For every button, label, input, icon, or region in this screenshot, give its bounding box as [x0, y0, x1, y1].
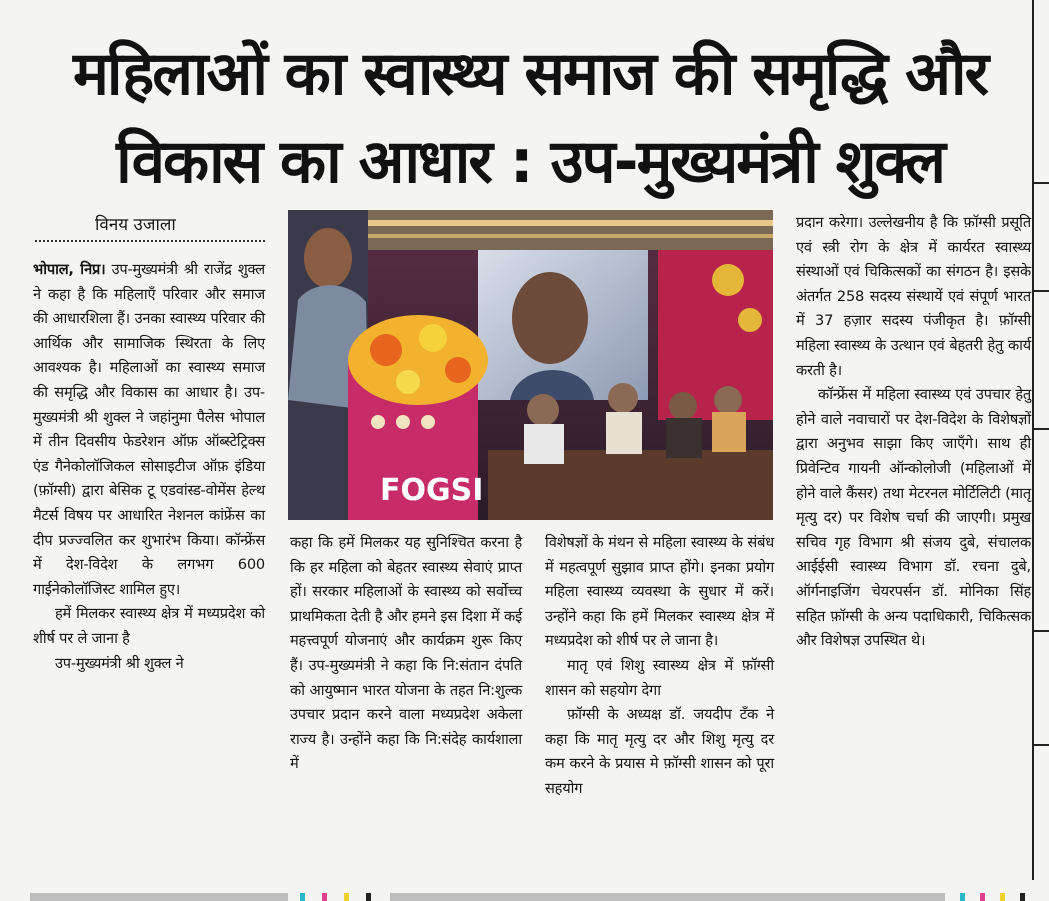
event-photo-illustration	[288, 210, 773, 520]
event-photo	[288, 210, 773, 520]
bottom-border	[390, 893, 945, 901]
subheading: मातृ एवं शिशु स्वास्थ्य क्षेत्र में फ़ॉग्सी शासन को सहयोग देगा	[545, 656, 774, 699]
color-register-mark	[366, 893, 371, 901]
edge-tick	[1034, 428, 1049, 430]
dateline: भोपाल, निप्र।	[33, 261, 106, 278]
color-register-mark	[344, 893, 349, 901]
article-column-2	[290, 531, 522, 777]
paragraph: विशेषज्ञों के मंथन से महिला स्वास्थ्य के संबंध में महत्वपूर्ण सुझाव प्राप्त होंगे। इनका प्रयोग महिला स्वास्थ्य व्यवस्था के सुधार में करें। उन्होंने कहा कि हमें मिलकर स्वास्थ्य क्षेत्र में मध्यप्रदेश को शीर्ष पर ले जाना है।	[545, 534, 774, 650]
paragraph: कहा कि हमें मिलकर यह सुनिश्चित करना है कि हर महिला को बेहतर स्वास्थ्य सेवाएं प्राप्त हों। सरकार महिलाओं के स्वास्थ्य को सर्वोच्च प्राथमिकता देती है और हमने इस दिशा में कई महत्त्वपूर्ण योजनाएं और कार्यक्रम शुरू किए हैं। उप-मुख्यमंत्री ने कहा कि नि:संतान दंपति को आयुष्मान भारत योजना के तहत नि:शुल्क उपचार प्रदान करने वाला मध्यप्रदेश अकेला राज्य है। उन्होंने कहा कि नि:संदेह कार्यशाला में	[290, 534, 522, 773]
color-register-mark	[960, 893, 965, 901]
paragraph: फ़ॉग्सी के अध्यक्ष डॉ. जयदीप टँक ने कहा कि मातृ मृत्यु दर और शिशु मृत्यु दर कम करने के प्रयास मे फ़ॉग्सी शासन को पूरा सहयोग	[545, 706, 774, 797]
subheading: हमें मिलकर स्वास्थ्य क्षेत्र में मध्यप्रदेश को शीर्ष पर ले जाना है	[33, 605, 265, 647]
article-column-4	[796, 211, 1031, 654]
color-register-mark	[1000, 893, 1005, 901]
color-register-mark	[980, 893, 985, 901]
color-register-mark	[300, 893, 305, 901]
article-column-3	[545, 531, 774, 802]
edge-tick	[1034, 290, 1049, 292]
paragraph: प्रदान करेगा। उल्लेखनीय है कि फ़ॉग्सी प्रसूति एवं स्त्री रोग के क्षेत्र में कार्यरत स्वास्थ्य संस्थाओं एवं चिकित्सकों का संगठन है। इसके अंतर्गत 258 सदस्य संस्थायें एवं संपूर्ण भारत में 37 हज़ार सदस्य पंजीकृत है। फ़ॉग्सी महिला स्वास्थ्य के उत्थान एवं बेहतरी हेतु कार्य करती है।	[796, 214, 1031, 379]
edge-tick	[1034, 182, 1049, 184]
edge-tick	[1034, 744, 1049, 746]
color-register-mark	[1020, 893, 1025, 901]
page-edge-rule	[1032, 0, 1034, 880]
headline-line-1: महिलाओं का स्वास्थ्य समाज की समृद्धि और	[72, 39, 988, 109]
edge-tick	[1034, 630, 1049, 632]
podium-text: FOGSI	[380, 473, 484, 508]
paragraph: कॉन्फ्रेंस में महिला स्वास्थ्य एवं उपचार हेतु होने वाले नवाचारों पर देश-विदेश के विशेषज्ञों द्वारा अनुभव साझा किए जाएँगे। साथ ही प्रिवेन्टिव गायनी ऑन्कोलोजी (महिलाओं में होने वाले कैंसर) तथा मेटरनल मोर्टिलिटी (मातृ मृत्यु दर) पर विशेष चर्चा की जाएगी। प्रमुख सचिव गृह विभाग श्री संजय दुबे, संचालक आईईसी स्वास्थ्य विभाग डॉ. रचना दुबे, ऑर्गनाइजिंग चेयरपर्सन डॉ. मोनिका सिंह सहित फ़ॉग्सी के अन्य पदाधिकारी, चिकित्सक और विशेषज्ञ उपस्थित थे।	[796, 386, 1031, 650]
bottom-border	[30, 893, 288, 901]
paragraph: उप-मुख्यमंत्री श्री राजेंद्र शुक्ल ने कहा है कि महिलाएँ परिवार और समाज की आधारशिला हैं। उनका स्वास्थ्य परिवार की आर्थिक और सामाजिक स्थिरता के लिए आवश्यक है। महिलाओं का स्वास्थ्य समाज की समृद्धि और विकास का आधार है। उप-मुख्यमंत्री श्री शुक्ल ने जहांनुमा पैलेस भोपाल में तीन दिवसीय फेडरेशन ऑफ़ ऑब्स्टेट्रिक्स एंड गैनेकोलॉजिकल सोसाइटीज ऑफ़ इंडिया (फ़ॉग्सी) द्वारा बेसिक टू एडवांस्ड-वोमेंस हेल्थ मैटर्स विषय पर आधारित नेशनल कांफ्रेंस का दीप प्रज्ज्वलित कर शुभारंभ किया। कॉन्फ्रेंस में देश-विदेश के लगभग 600 गाईनेकोलॉजिस्ट शामिल हुए।	[33, 261, 265, 598]
headline	[30, 30, 1030, 206]
paragraph: उप-मुख्यमंत्री श्री शुक्ल ने	[55, 654, 184, 672]
byline-divider	[35, 240, 265, 242]
headline-line-2: विकास का आधार : उप-मुख्यमंत्री शुक्ल	[116, 127, 944, 197]
article-column-1	[33, 258, 265, 676]
color-register-mark	[322, 893, 327, 901]
byline: विनय उजाला	[95, 215, 176, 235]
